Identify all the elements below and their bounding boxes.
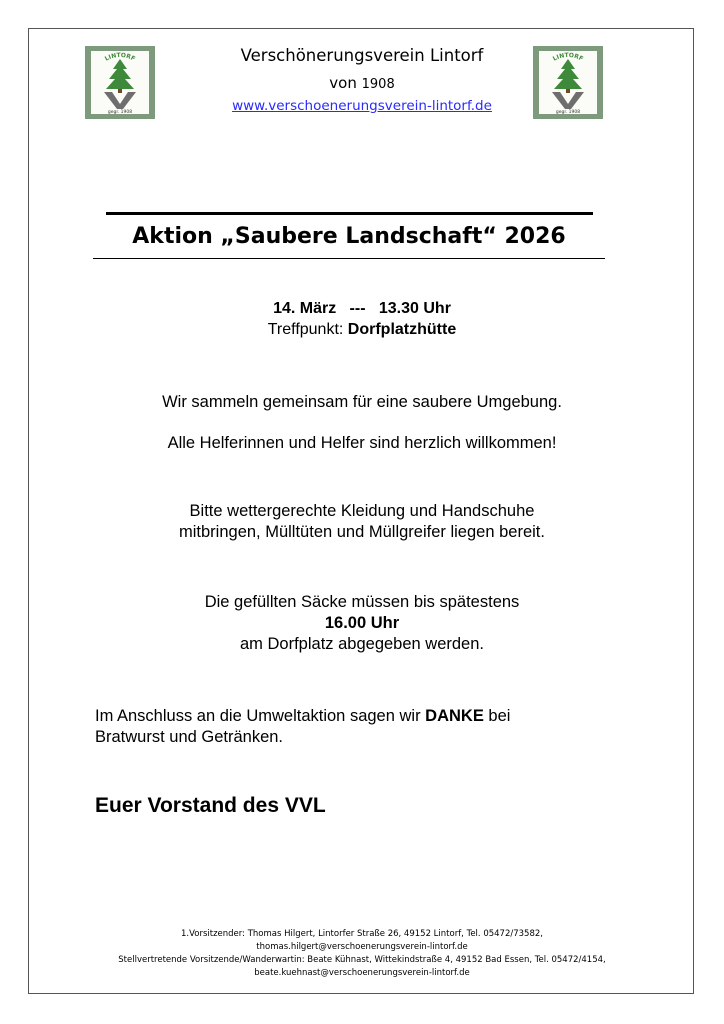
fir-tree-logo-icon: [91, 51, 149, 114]
paragraph-clothing: [80, 501, 644, 543]
thanks-pre: Im Anschluss an die Umweltaktion sagen wir: [95, 707, 421, 725]
deadline-line-1: Die gefüllten Säcke müssen bis spätestens: [204, 593, 520, 611]
club-logo-left: [85, 46, 155, 119]
logo-word: LINTORF: [551, 51, 585, 63]
title-rule-bottom: [93, 258, 605, 259]
paragraph-collect: Wir sammeln gemeinsam für eine saubere Umgebung.: [162, 393, 562, 411]
footer-line-3: Stellvertretende Vorsitzende/Wanderwartin: Beate Kühnast, Wittekindstraße 4, 49152 Bad Essen, Tel. 05472/4154,: [118, 955, 606, 965]
thanks-post: bei: [488, 707, 511, 725]
paragraph-deadline: [80, 592, 644, 655]
logo-founded-text: gegr. 1908: [555, 110, 581, 114]
org-name: Verschönerungsverein Lintorf: [240, 46, 484, 65]
thanks-line-2: Bratwurst und Getränken.: [95, 728, 284, 746]
event-date: 14. März: [273, 300, 337, 317]
date-separator: ---: [349, 300, 366, 317]
event-date-time: [150, 300, 574, 318]
footer-line-2: thomas.hilgert@verschoenerungsverein-lintorf.de: [256, 942, 468, 952]
meeting-place: Dorfplatzhütte: [347, 321, 457, 338]
org-founded-line: [150, 74, 574, 92]
paragraph-welcome: Alle Helferinnen und Helfer sind herzlich willkommen!: [167, 434, 557, 452]
footer-contacts: [80, 928, 644, 980]
website-link[interactable]: www.verschoenerungsverein-lintorf.de: [232, 98, 492, 114]
clothing-line-1: Bitte wettergerechte Kleidung und Handschuhe: [189, 502, 535, 520]
meeting-point: [150, 321, 574, 339]
footer-line-4: beate.kuehnast@verschoenerungsverein-lintorf.de: [254, 968, 470, 978]
event-title: Aktion „Saubere Landschaft“ 2026: [132, 224, 566, 249]
founded-year: 1908: [361, 77, 395, 92]
meeting-label: Treffpunkt:: [267, 321, 344, 338]
paragraph-thanks: [95, 706, 635, 748]
von-label: von: [329, 74, 357, 92]
title-rule-top: [106, 212, 593, 215]
clothing-line-2: mitbringen, Mülltüten und Müllgreifer liegen bereit.: [179, 523, 545, 541]
event-time: 13.30 Uhr: [378, 300, 451, 317]
thanks-danke: DANKE: [425, 707, 484, 725]
logo-word: LINTORF: [103, 51, 137, 63]
deadline-time: 16.00 Uhr: [324, 614, 400, 632]
closing-signature: Euer Vorstand des VVL: [95, 794, 326, 817]
logo-founded-text: gegr. 1908: [107, 110, 133, 114]
footer-line-1: 1.Vorsitzender: Thomas Hilgert, Lintorfer Straße 26, 49152 Lintorf, Tel. 05472/73582,: [181, 929, 543, 939]
thanks-line-1: [95, 706, 635, 727]
deadline-line-3: am Dorfplatz abgegeben werden.: [240, 635, 484, 653]
